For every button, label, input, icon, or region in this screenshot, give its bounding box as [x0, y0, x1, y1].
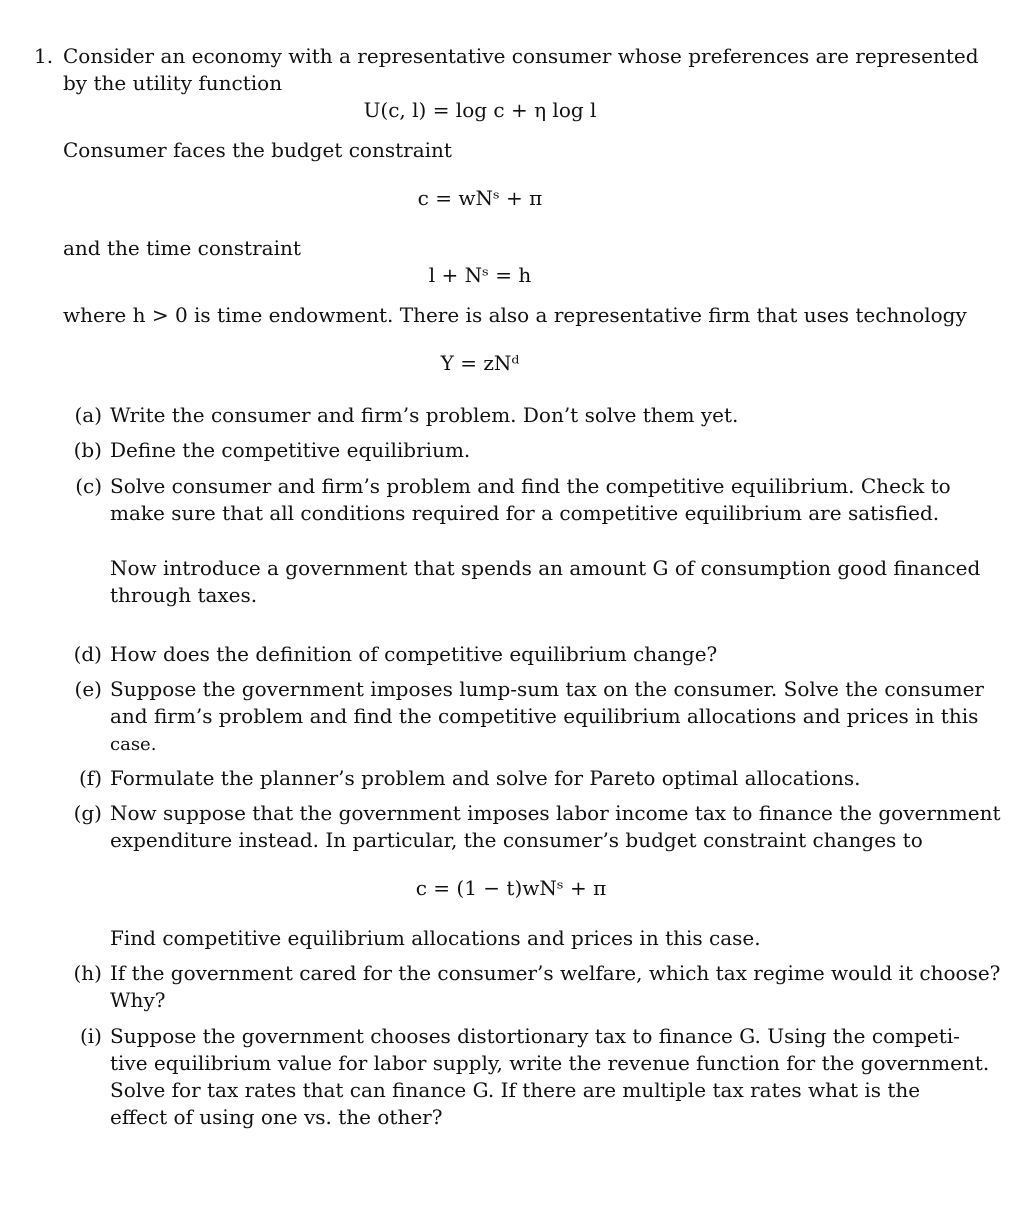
item-f-label: (f)	[78, 766, 102, 790]
intro-line-2: by the utility function	[63, 71, 283, 95]
item-i-text-4: effect of using one vs. the other?	[110, 1105, 443, 1129]
budget-intro: Consumer faces the budget constraint	[63, 138, 452, 162]
item-c-text-2: make sure that all conditions required for a competitive equilibrium are satisfied.	[110, 501, 940, 525]
item-a-label: (a)	[74, 403, 102, 427]
technology-equation: Y = zNᵈ	[440, 351, 520, 375]
budget-equation: c = wNˢ + π	[417, 186, 543, 210]
item-d-text: How does the definition of competitive equilibrium change?	[110, 642, 718, 666]
item-g-text-2: expenditure instead. In particular, the consumer’s budget constraint changes to	[110, 828, 923, 852]
item-a-text: Write the consumer and firm’s problem. Don’t solve them yet.	[110, 403, 739, 427]
government-intro-2: through taxes.	[110, 583, 258, 607]
item-i-text-1: Suppose the government chooses distortionary tax to finance G. Using the competi-	[110, 1024, 960, 1048]
item-h-text-2: Why?	[110, 988, 166, 1012]
item-g-label: (g)	[73, 801, 102, 825]
utility-equation: U(c, l) = log c + η log l	[363, 98, 597, 122]
item-h-text-1: If the government cared for the consumer’s welfare, which tax regime would it choose?	[110, 961, 1001, 985]
time-equation: l + Nˢ = h	[428, 263, 532, 287]
item-f-text: Formulate the planner’s problem and solve for Pareto optimal allocations.	[110, 766, 861, 790]
item-e-text-3: case.	[110, 734, 157, 755]
item-b-label: (b)	[73, 438, 102, 462]
firm-intro: where h > 0 is time endowment. There is also a representative firm that uses technology	[63, 303, 967, 327]
item-h-label: (h)	[73, 961, 102, 985]
intro-line-1: Consider an economy with a representative consumer whose preferences are represented	[63, 44, 979, 68]
item-g-text-1: Now suppose that the government imposes labor income tax to finance the government	[110, 801, 1001, 825]
item-c-text-1: Solve consumer and firm’s problem and find the competitive equilibrium. Check to	[110, 474, 951, 498]
item-i-text-2: tive equilibrium value for labor supply, write the revenue function for the government.	[110, 1051, 990, 1075]
item-d-label: (d)	[73, 642, 102, 666]
problem-number: 1.	[34, 44, 54, 68]
item-e-label: (e)	[74, 677, 102, 701]
item-b-text: Define the competitive equilibrium.	[110, 438, 471, 462]
tax-budget-equation: c = (1 − t)wNˢ + π	[415, 876, 607, 900]
item-g-followup: Find competitive equilibrium allocations and prices in this case.	[110, 926, 761, 950]
government-intro-1: Now introduce a government that spends an amount G of consumption good financed	[110, 556, 981, 580]
item-e-text-1: Suppose the government imposes lump-sum tax on the consumer. Solve the consumer	[110, 677, 984, 701]
item-e-text-2: and firm’s problem and find the competitive equilibrium allocations and prices in this	[110, 704, 979, 728]
time-intro: and the time constraint	[63, 236, 301, 260]
item-c-label: (c)	[75, 474, 102, 498]
item-i-text-3: Solve for tax rates that can finance G. If there are multiple tax rates what is the	[110, 1078, 921, 1102]
item-i-label: (i)	[79, 1024, 102, 1048]
